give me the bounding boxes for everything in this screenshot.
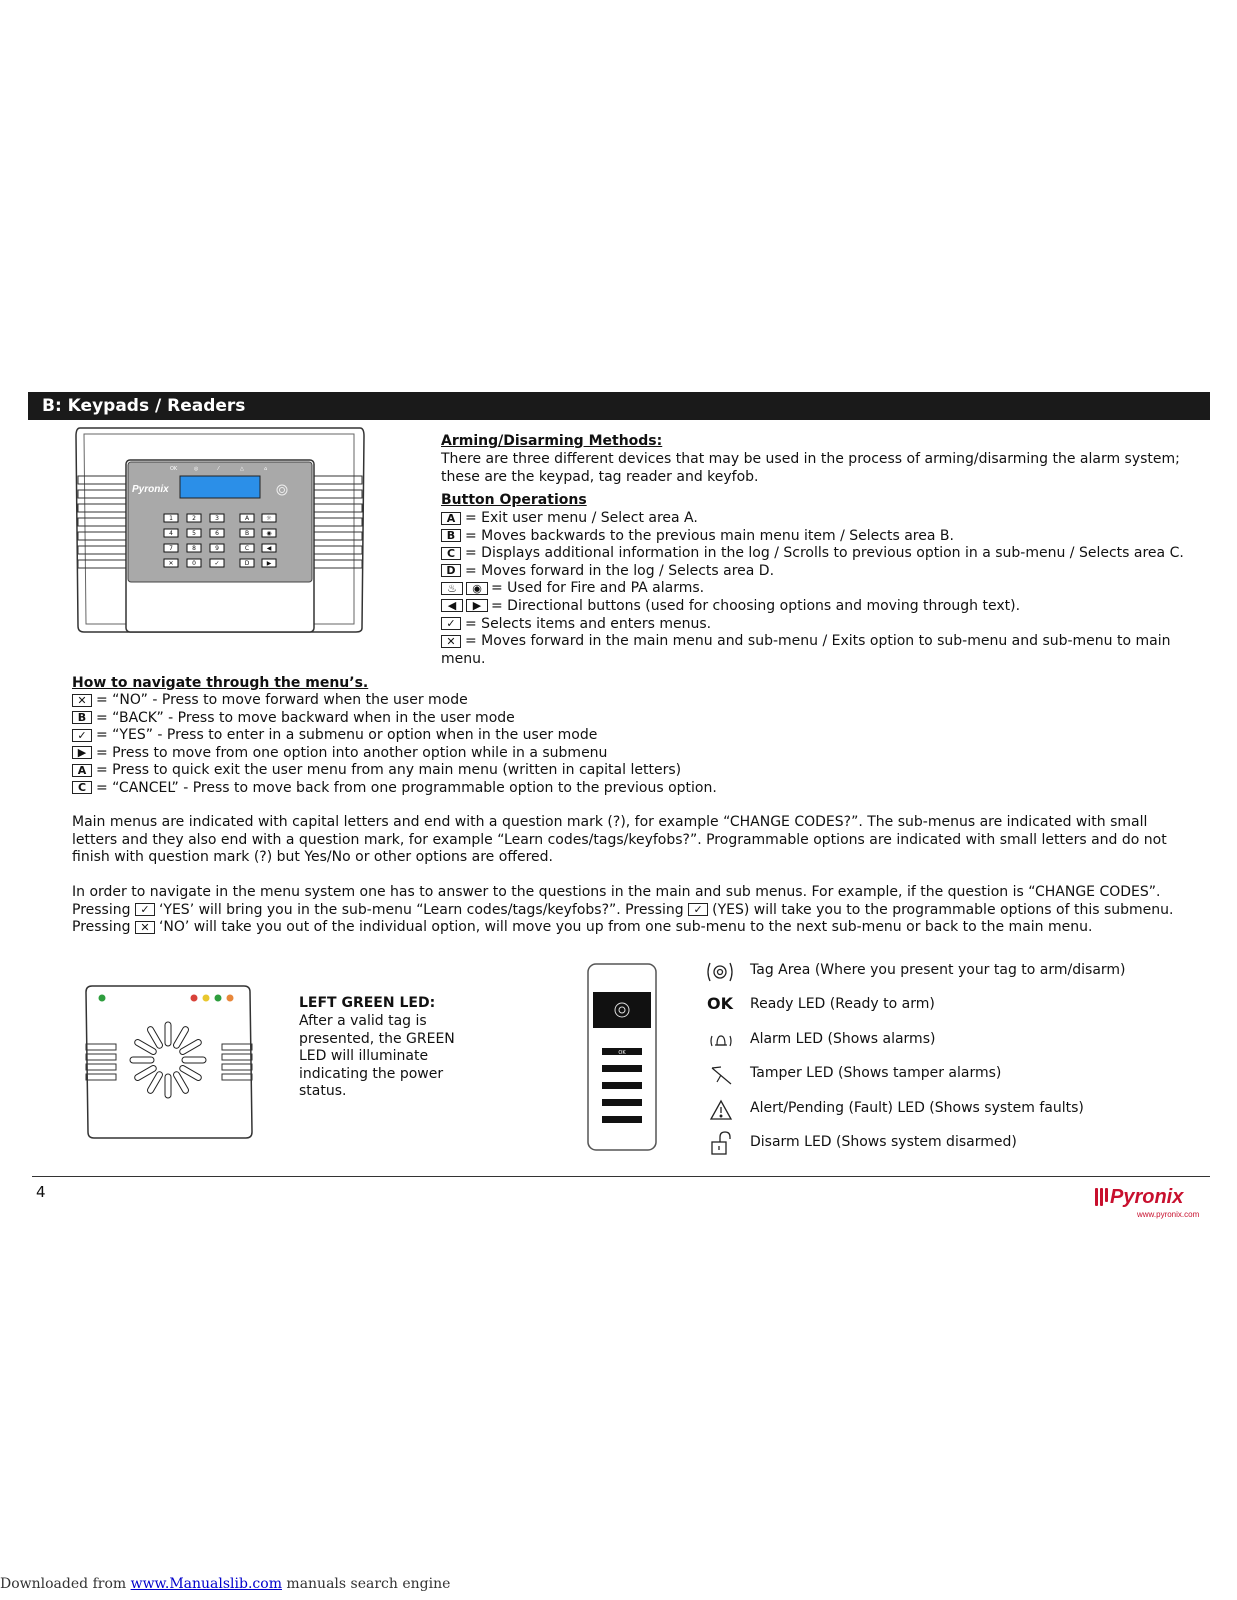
led-note-heading: LEFT GREEN LED: bbox=[299, 995, 436, 1011]
brand-url: www.pyronix.com bbox=[1137, 1210, 1200, 1219]
button-ops-list bbox=[441, 510, 1186, 668]
navigate-item bbox=[72, 762, 717, 780]
legend-ready: Ready LED (Ready to arm) bbox=[750, 996, 935, 1012]
navigate-text: = Press to move from one option into another option while in a submenu bbox=[96, 744, 608, 761]
manualslib-link[interactable]: www.Manualslib.com bbox=[130, 1576, 282, 1592]
svg-text:1: 1 bbox=[169, 515, 173, 522]
pa-icon: ◉ bbox=[466, 582, 488, 595]
key-b-icon: B bbox=[72, 711, 92, 724]
disarm-icon bbox=[709, 1130, 733, 1156]
key-c-icon: C bbox=[72, 781, 92, 794]
pyronix-logo-icon bbox=[1094, 1186, 1110, 1208]
fire-icon: ♨ bbox=[441, 582, 463, 595]
navigate-text: = “BACK” - Press to move backward when in the user mode bbox=[96, 709, 515, 726]
button-op-c bbox=[441, 545, 1186, 563]
navigate-text: = “NO” - Press to move forward when the user mode bbox=[96, 692, 468, 708]
key-a-icon: A bbox=[72, 764, 92, 777]
svg-text:A: A bbox=[244, 515, 250, 522]
svg-text:OK: OK bbox=[170, 466, 178, 472]
right-arrow-icon: ▶ bbox=[466, 599, 488, 612]
svg-text:☼: ☼ bbox=[266, 515, 272, 522]
svg-text:C: C bbox=[244, 545, 250, 552]
button-ops-heading: Button Operations bbox=[441, 492, 587, 508]
button-op-b bbox=[441, 528, 1186, 546]
svg-text:0: 0 bbox=[192, 560, 196, 567]
svg-text:⁄: ⁄ bbox=[218, 466, 219, 472]
tick-icon: ✓ bbox=[688, 903, 708, 916]
arming-text: There are three different devices that may be used in the process of arming/disarming the alarm system; these are the keypad, tag reader and keyfob. bbox=[441, 451, 1180, 485]
tick-icon: ✓ bbox=[441, 617, 461, 630]
section-header bbox=[28, 392, 1210, 420]
key-b-icon: B bbox=[441, 529, 461, 542]
button-op-text: = Selects items and enters menus. bbox=[465, 615, 712, 632]
legend-disarm: Disarm LED (Shows system disarmed) bbox=[750, 1134, 1017, 1150]
svg-text:6: 6 bbox=[215, 530, 219, 537]
alarm-icon bbox=[708, 1031, 734, 1051]
svg-text:4: 4 bbox=[169, 530, 173, 537]
navigate-item bbox=[72, 692, 717, 710]
button-op-cross bbox=[441, 633, 1186, 668]
navigate-item bbox=[72, 727, 717, 745]
paragraph-part: (YES) will take you to the programmable options of this submenu. Pressing bbox=[72, 901, 1174, 936]
key-a-icon: A bbox=[441, 512, 461, 525]
svg-text:✕: ✕ bbox=[168, 560, 174, 567]
svg-text:8: 8 bbox=[192, 545, 196, 552]
svg-text:D: D bbox=[244, 560, 250, 567]
button-op-a bbox=[441, 510, 1186, 528]
legend-tag-area: Tag Area (Where you present your tag to arm/disarm) bbox=[750, 962, 1126, 978]
reader-ok-label: OK bbox=[618, 1050, 626, 1056]
navigate-text: = “CANCEL” - Press to move back from one programmable option to the previous option. bbox=[96, 779, 717, 796]
tamper-icon bbox=[709, 1064, 735, 1086]
button-op-text: = Moves forward in the main menu and sub-menu / Exits option to sub-menu and sub-menu to main menu. bbox=[441, 633, 1171, 667]
svg-text:B: B bbox=[244, 530, 250, 537]
cross-icon: ✕ bbox=[441, 635, 461, 648]
svg-text:▶: ▶ bbox=[266, 560, 272, 567]
ok-icon: OK bbox=[707, 994, 733, 1013]
navigate-text: = Press to quick exit the user menu from any main menu (written in capital letters) bbox=[96, 762, 682, 779]
svg-text:2: 2 bbox=[192, 515, 196, 522]
svg-text:5: 5 bbox=[192, 530, 196, 537]
button-op-text: = Used for Fire and PA alarms. bbox=[491, 580, 705, 597]
paragraph-navigation bbox=[72, 884, 1182, 937]
svg-text:◎: ◎ bbox=[194, 466, 199, 472]
keypad-illustration bbox=[74, 424, 366, 636]
button-op-text: = Exit user menu / Select area A. bbox=[465, 510, 698, 526]
svg-text:9: 9 bbox=[215, 545, 219, 552]
navigate-item bbox=[72, 710, 717, 728]
button-op-tick bbox=[441, 616, 1186, 634]
brand-name: Pyronix bbox=[1110, 1186, 1184, 1208]
paragraph-menus: Main menus are indicated with capital letters and end with a question mark (?), for example “CHANGE CODES?”. The sub-menus are indicated with small letters and they also end with a question mark, for example “Learn codes/tags/keyfobs?”. Programmable options are indicated with small letters and do not finish with question mark (?) but Yes/No or other options are offered. bbox=[72, 814, 1167, 866]
footer-divider bbox=[32, 1176, 1210, 1177]
svg-text:✓: ✓ bbox=[214, 560, 220, 567]
right-arrow-icon: ▶ bbox=[72, 746, 92, 759]
paragraph-part: In order to navigate in the menu system one has to answer to the questions in the main and sub menus. For example, if the question is “CHANGE CODES”. Pressing bbox=[72, 884, 1161, 918]
svg-text:◀: ◀ bbox=[266, 545, 272, 552]
svg-text:3: 3 bbox=[215, 515, 219, 522]
button-op-text: = Displays additional information in the log / Scrolls to previous option in a sub-menu / Selects area C. bbox=[465, 545, 1184, 562]
left-arrow-icon: ◀ bbox=[441, 599, 463, 612]
legend-tamper: Tamper LED (Shows tamper alarms) bbox=[750, 1065, 1002, 1081]
svg-text:7: 7 bbox=[169, 545, 173, 552]
tick-icon: ✓ bbox=[135, 903, 155, 916]
legend-alarm: Alarm LED (Shows alarms) bbox=[750, 1031, 936, 1047]
button-op-text: = Directional buttons (used for choosing options and moving through text). bbox=[491, 597, 1021, 614]
button-op-fire-pa bbox=[441, 580, 1186, 598]
navigate-text: = “YES” - Press to enter in a submenu or option when in the user mode bbox=[96, 727, 598, 744]
download-prefix: Downloaded from bbox=[0, 1576, 131, 1592]
paragraph-part: ‘YES’ will bring you in the sub-menu “Learn codes/tags/keyfobs?”. Pressing bbox=[158, 901, 684, 918]
download-notice bbox=[0, 1576, 450, 1592]
paragraph-part: ‘NO’ will take you out of the individual option, will move you up from one sub-menu to the next sub-menu or back to the main menu. bbox=[158, 919, 1093, 936]
legend-alert: Alert/Pending (Fault) LED (Shows system faults) bbox=[750, 1100, 1084, 1116]
download-suffix: manuals search engine bbox=[281, 1576, 451, 1592]
navigate-item bbox=[72, 745, 717, 763]
svg-text:⌂: ⌂ bbox=[264, 466, 268, 472]
alert-icon bbox=[709, 1099, 733, 1121]
navigate-item bbox=[72, 780, 717, 798]
led-note-text: After a valid tag is presented, the GREEN LED will illuminate indicating the power status. bbox=[299, 1013, 455, 1100]
cross-icon: ✕ bbox=[135, 921, 155, 934]
button-op-arrows bbox=[441, 598, 1186, 616]
button-op-d bbox=[441, 563, 1186, 581]
button-op-text: = Moves backwards to the previous main menu item / Selects area B. bbox=[465, 527, 954, 544]
key-d-icon: D bbox=[441, 564, 461, 577]
svg-text:◉: ◉ bbox=[266, 530, 272, 537]
navigate-heading: How to navigate through the menu’s. bbox=[72, 675, 369, 691]
page-number: 4 bbox=[36, 1183, 46, 1201]
reader-illustration bbox=[584, 962, 660, 1152]
svg-text:△: △ bbox=[240, 466, 244, 472]
keypad-brand: Pyronix bbox=[132, 484, 169, 495]
navigate-list bbox=[72, 692, 717, 798]
tag-area-icon bbox=[705, 958, 735, 986]
cross-icon: ✕ bbox=[72, 694, 92, 707]
arming-heading: Arming/Disarming Methods: bbox=[441, 433, 663, 449]
tag-reader-illustration bbox=[84, 982, 254, 1142]
button-op-text: = Moves forward in the log / Selects area D. bbox=[465, 562, 775, 579]
key-c-icon: C bbox=[441, 547, 461, 560]
tick-icon: ✓ bbox=[72, 729, 92, 742]
section-header-text: B: Keypads / Readers bbox=[42, 396, 246, 416]
